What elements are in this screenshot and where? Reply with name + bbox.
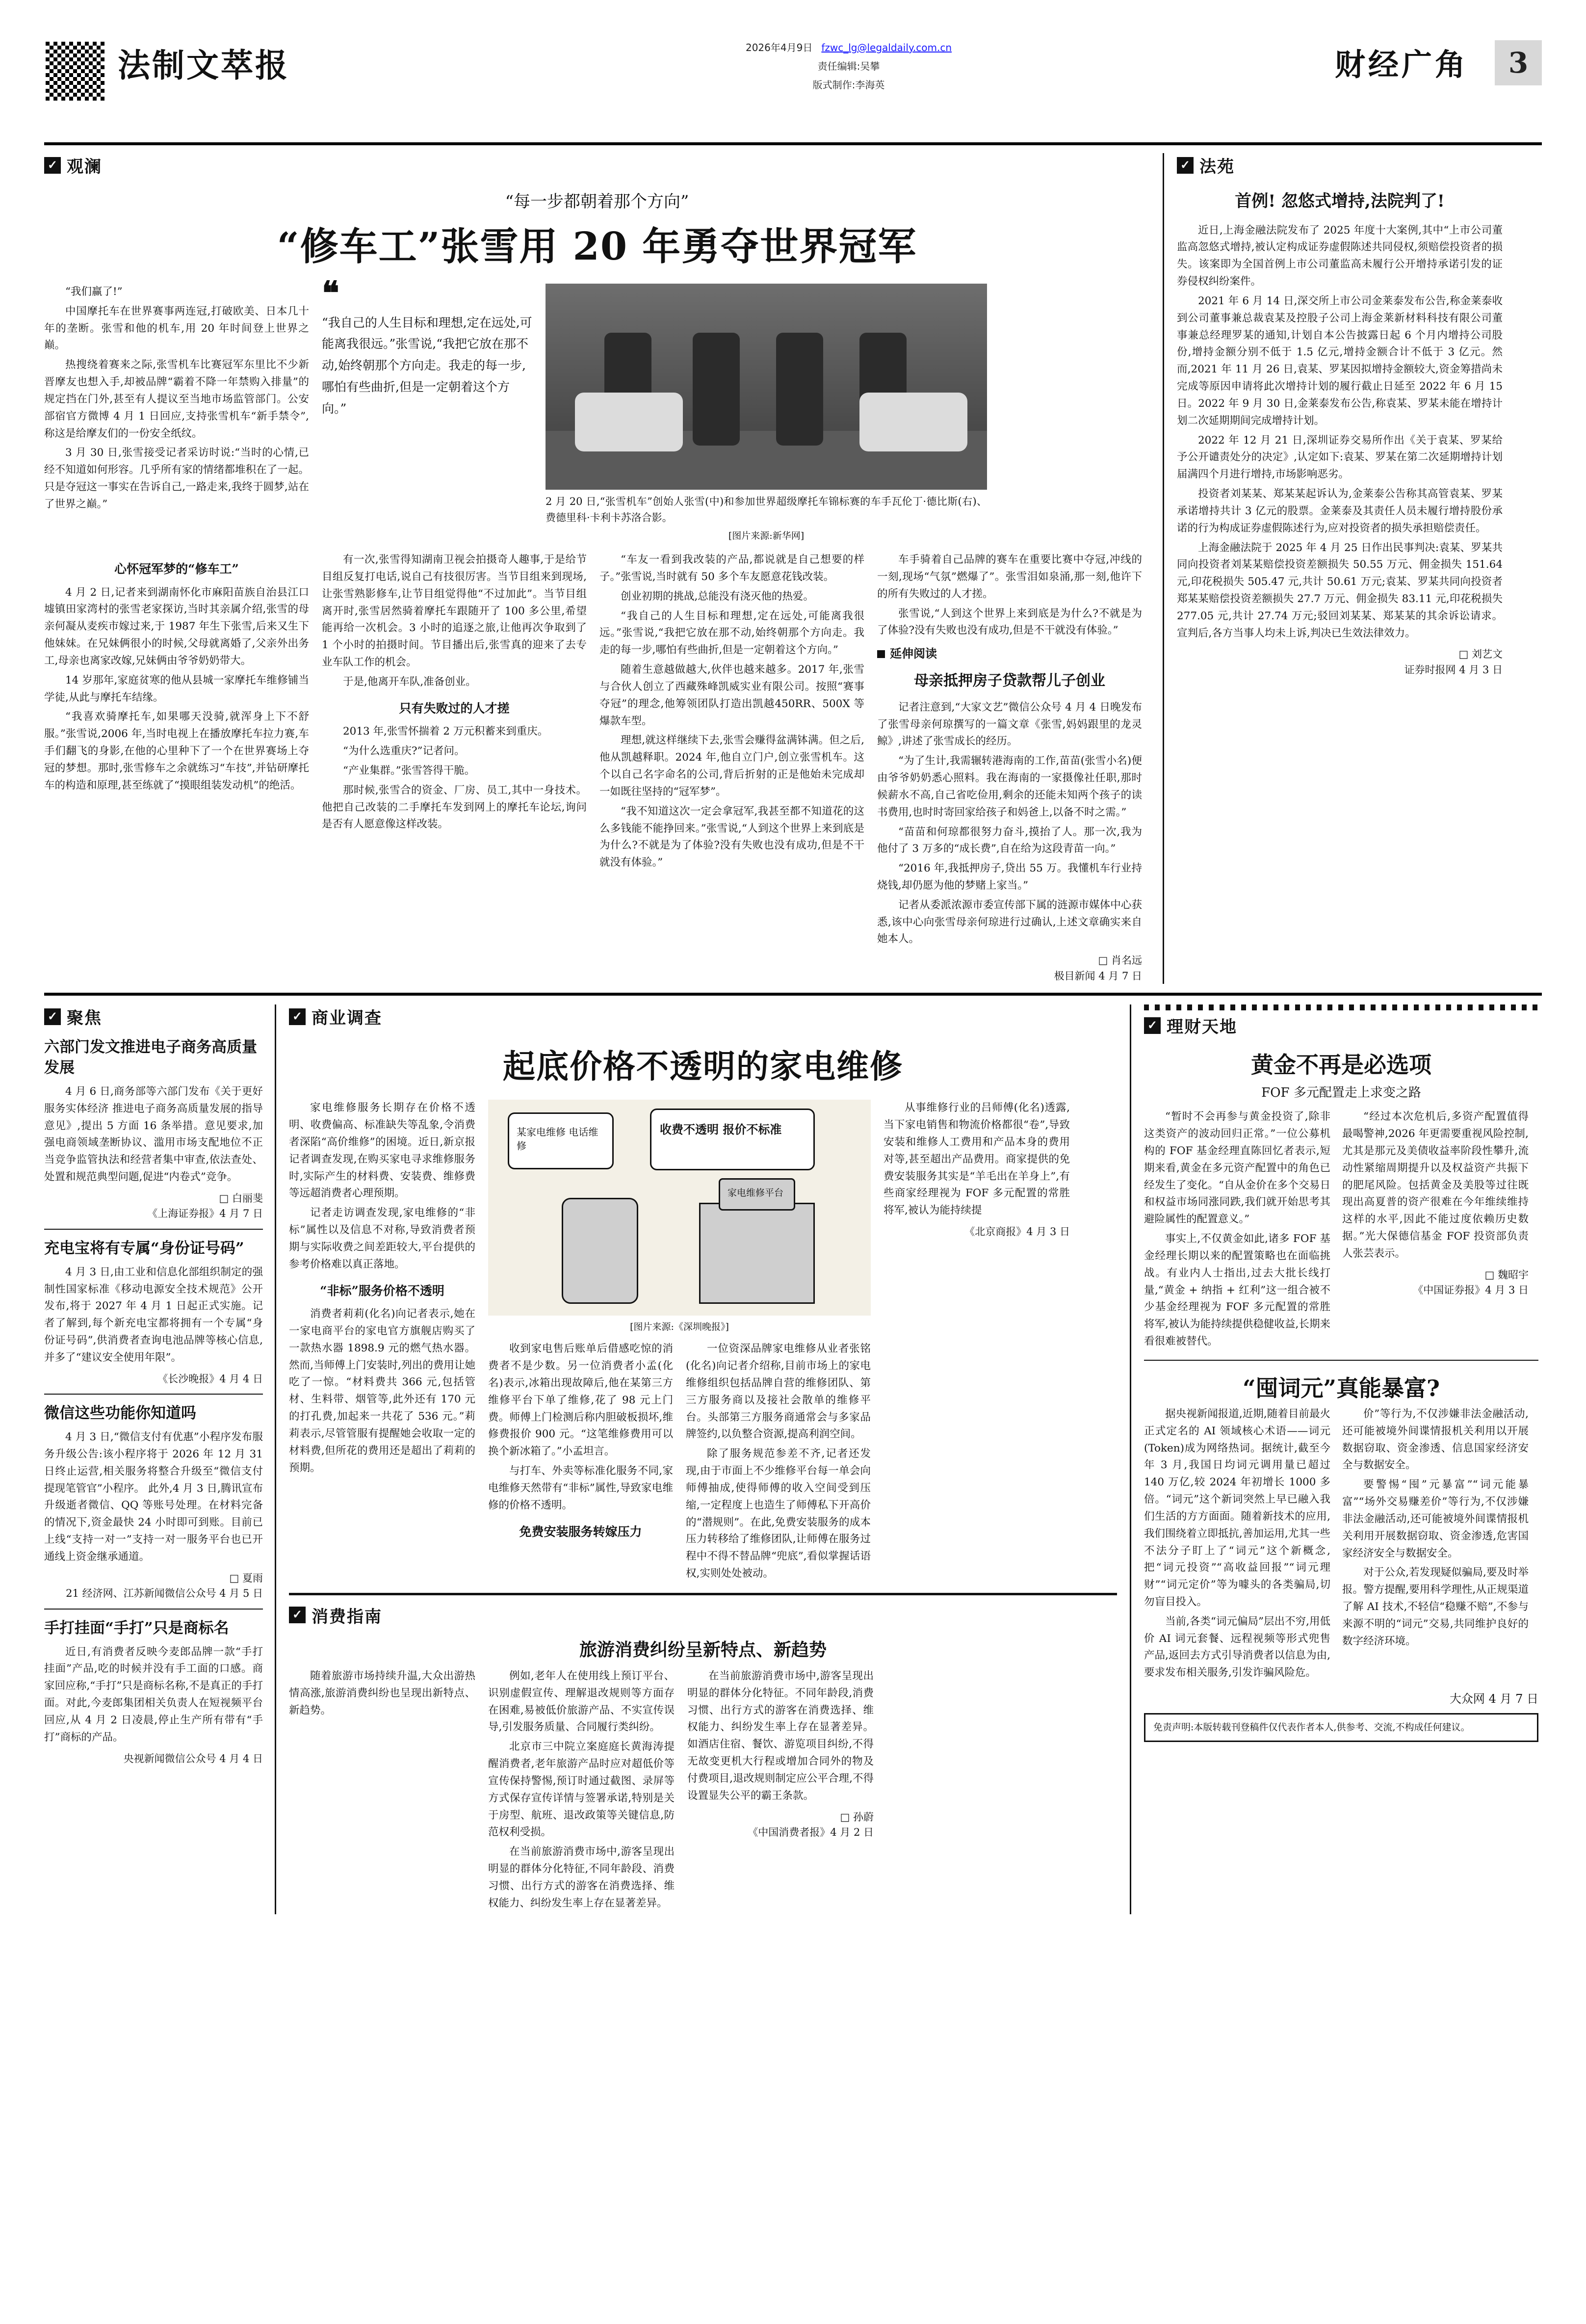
licai-item1-columns	[1144, 1109, 1538, 1353]
guanlan-col-4	[877, 552, 1142, 984]
item-title: 微信这些功能你知道吗	[44, 1404, 196, 1423]
masthead-meta	[682, 38, 1015, 94]
xiaofei-section	[289, 1603, 1117, 1915]
paragraph: 记者注意到,“大家文艺”微信公众号 4 月 4 日晚发布了张雪母亲何琼撰写的一篇文章《张雪,妈妈跟里的龙灵鲸》,讲述了张雪成长的经历。	[877, 701, 1142, 748]
disclaimer: 免责声明:本版转载刊登稿件仅代表作者本人,供参考、交流,不构成任何建议。	[1144, 1713, 1538, 1742]
byline-author: □ 魏昭宇	[1484, 1268, 1529, 1281]
byline-author: □ 白丽斐	[219, 1192, 263, 1204]
paragraph: 当前,各类“词元偏局”层出不穷,用低价 AI 词元套餐、远程视频等形式兜售产品,返回去方式引导消费者以信息为由,要求发布相关服务,引发诈骗风险危。	[1144, 1615, 1330, 1679]
licai-flag	[1144, 1013, 1237, 1037]
xiaofei-col-2	[488, 1668, 675, 1915]
cartoon-bubble-3: 家电维修平台	[727, 1188, 783, 1199]
paragraph: 14 岁那年,家庭贫寒的他从县城一家摩托车维修铺当学徒,从此与摩托车结缘。	[44, 674, 309, 704]
flag-mark-icon: ✓	[289, 1008, 306, 1025]
shangye-section	[276, 1004, 1130, 1914]
cartoon-illustration	[488, 1100, 871, 1316]
paragraph: 要警惕“囤”元暴富”“词元能暴富”“场外交易赚差价”等行为,不仅涉嫌非法金融活动,还可能被境外间谍情报机关利用开展数据窃取、资金渗透,危害国家经济安全与数据安全。	[1342, 1479, 1529, 1559]
byline-5	[1342, 1268, 1529, 1298]
paragraph: 事实上,不仅黄金如此,诸多 FOF 基金经理长期以来的配置策略也在面临挑战。有业内人士指出,过去大批长线打量,“黄金 + 纳指 + 红利”这一组合被不少基金经理视为 FOF 多元配置的常胜将军,被认为能持续提供稳健收益,长期来看很难被替代。	[1144, 1233, 1330, 1348]
xiaofei-col-3	[687, 1668, 874, 1915]
paragraph: 热搜绕着赛来之际,张雪机车比赛冠军东里比不少新晋摩友也想入手,却被品牌“霸着不降一年禁购入排量”的规定挡在门外,甚至有人提议至当地市场监管部门。公安部宿官方微博 4 月 1 日回应,支持张雪机车“新手禁令”,称这是给摩友们的一份安全纸纹。	[44, 359, 309, 440]
paragraph: 除了服务规范参差不齐,记者还发现,由于市面上不少维修平台每一单会向师傅抽成,使得师傅的收入空间受到压缩,一定程度上也造生了师傅私下开高价的“潜规则”。在此,免费安装服务的成本压力转移给了维修团队,让师傅在服务过程中不得不替品牌“兜底”,看似掌握话语权,实则处处被动。	[686, 1448, 871, 1580]
licai-section	[1131, 1004, 1538, 1914]
decorative-dotline	[1144, 1004, 1538, 1010]
item-title: 六部门发文推进电子商务高质量发展	[44, 1038, 257, 1077]
paragraph: 上海金融法院于 2025 年 4 月 25 日作出民事判决:袁某、罗某共同向投资者刘某某赔偿投资差额损失 50.55 万元、佣金损失 151.64 元,印花税损失 505.47 元,共计 50.61 万元;袁某、罗某共同向投资者郑某某赔偿投资差额损失 27.7 万元、佣金损失 83.11 元,印花税损失 277.05 元,共计 27.74 万元;驳回刘某某、郑某某的其余诉讼请求。宣判后,各方当事人均未上诉,判决已生效法律效力。	[1177, 541, 1503, 639]
guanlan-lead-col	[44, 284, 309, 542]
byline-3	[884, 1224, 1070, 1240]
byline-source: 证券时报网 4 月 3 日	[1404, 663, 1503, 676]
readmore-flag-label: 延伸阅读	[890, 646, 937, 661]
paragraph: 记者从委派浓源市委宣传部下属的涟源市媒体中心获悉,该中心向张雪母亲何琼进行过确认,上述文章确实来自她本人。	[877, 898, 1142, 946]
byline-source: 央视新闻微信公众号 4 月 4 日	[123, 1752, 263, 1765]
paragraph: 那时候,张雪合的资金、厂房、员工,其中一身技术。他把自己改装的二手摩托车发到网上的摩托车论坛,询问是否有人愿意像这样改装。	[322, 784, 587, 831]
section-title: 财经广角	[1334, 47, 1468, 82]
byline-author: □ 孙蔚	[840, 1811, 874, 1823]
masthead	[44, 29, 1542, 145]
paragraph: 投资者刘某某、郑某某起诉认为,金莱泰公告称其高管袁某、罗某承诺增持共计 3 亿元的股票。金莱泰及其责任人员未履行增持股份承诺的行为构成证券虚假陈述行为,应对投资者的损失承担赔偿责任。	[1177, 488, 1503, 534]
readmore-title: 母亲抵押房子贷款帮儿子创业	[914, 672, 1105, 690]
page-number: 3	[1495, 40, 1542, 85]
byline-1	[877, 953, 1142, 984]
paragraph: 随着生意越做越大,伙伴也越来越多。2017 年,张雪与合伙人创立了西藏殊峰凯威实业有限公司。按照“赛事夺冠”的理念,他筹领团队打造出凯越450RR、500X 等爆款车型。	[599, 663, 864, 727]
paragraph: 消费者莉莉(化名)向记者表示,她在一家电商平台的家电官方旗舰店购买了一款热水器 1898.9 元的燃气热水器。然而,当师傅上门安装时,列出的费用让她吃了一惊。“材料费共 366 元,包括管材、生料带、烟管等,此外还有 170 元的打孔费,加起来一共花了 536 元。”莉莉表示,尽管管服有提醒她会收取一定的材料费,但所花的费用还是超出了莉莉的预期。	[289, 1308, 475, 1474]
paragraph: 在当前旅游消费市场中,游客呈现出明显的群体分化特征,不同年龄段、消费习惯、出行方式的游客在消费选择、维权能力、纠纷发生率上存在显著差异。	[488, 1846, 675, 1909]
licai-item1-title: 黄金不再是必选项	[1251, 1052, 1431, 1079]
flag-mark-icon: ✓	[289, 1607, 306, 1623]
byline-source: 极目新闻 4 月 7 日	[1054, 970, 1142, 982]
byline-author: □ 夏雨	[229, 1572, 263, 1584]
guanlan-flag	[44, 153, 102, 177]
guanlan-headline: “修车工”张雪用 20 年勇夺世界冠军	[277, 224, 917, 269]
readmore-flag	[877, 644, 1142, 663]
xiaofei-headline: 旅游消费纠纷呈新特点、新趋势	[579, 1639, 827, 1660]
pull-quote	[322, 274, 533, 542]
shangye-col-4	[884, 1100, 1070, 1585]
licai-item1-sub: FOF 多元配置走上求变之路	[1261, 1085, 1421, 1101]
paragraph: 有一次,张雪得知湖南卫视会拍摄奇人趣事,于是给节目组反复打电话,说自己有技很厉害。当节目组来到现场,让张雪熟影修车,让节目组觉得他“不过加此”。当节目组离开时,张雪居然骑着摩托车跟随开了 100 多公里,希望能再给一次机会。3 小时的追逐之旅,让他再次争取到了 1 个小时的拍摄时间。节目播出后,张雪真的迎来了去专业车队工作的机会。	[322, 554, 587, 669]
xiaofei-col-1	[289, 1668, 475, 1915]
fayuan-section	[1164, 153, 1503, 984]
paragraph: “我喜欢骑摩托车,如果哪天没骑,就浑身上下不舒服。”张雪说,2006 年,当时电视上在播放摩托车拉力赛,车手们翻飞的身影,在他的心里种下了一个在世界赛场上夺冠的梦想。那时,张雪修车之余就练习“车技”,并钻研摩托车的构造和原理,甚至练就了“摸眼组装发动机”的绝活。	[44, 711, 309, 792]
paragraph: “暂时不会再参与黄金投资了,除非这类资产的波动回归正常。”一位公募机构的 FOF 基金经理直陈回忆者表示,短期来看,黄金在多元资产配置中的角色已经发生了变化。“自从金价在多个交易日和权益市场同涨同跌,我们就开始思考其避险属性的配置意义。”	[1144, 1110, 1330, 1226]
paragraph: 例如,老年人在使用线上预订平台、识别虚假宣传、理解退改规则等方面存在困难,易被低价旅游产品、不实宣传误导,引发服务质量、合同履行类纠纷。	[488, 1669, 675, 1734]
licai-item2-col-2	[1342, 1406, 1529, 1684]
qr-code-icon[interactable]	[44, 40, 106, 102]
paragraph: “我不知道这次一定会拿冠军,我甚至都不知道花的这么多钱能不能挣回来。”张雪说,“人到这个世界上来到底是为什么?不就是为了体验?没有失败也没有成功,但是不干就没有体验。”	[599, 805, 864, 869]
contact-email[interactable]: fzwc_lg@legaldaily.com.cn	[821, 42, 952, 53]
shangye-col-2	[488, 1341, 673, 1585]
photo-source: [图片来源:新华网]	[728, 530, 805, 542]
xiaofei-columns	[289, 1668, 1117, 1915]
paragraph: 3 月 30 日,张雪接受记者采访时说:“当时的心情,已经不知道如何形容。几乎所有家的情绪都堆积在了一起。只是夺冠这一事实在告诉自己,一路走来,我终于圆梦,站在了世界之巅。”	[44, 447, 309, 510]
paragraph: “为了生计,我需辗转港海南的工作,苗苗(张雪小名)便由爷爷奶奶悉心照料。我在海南的一家摄像社任职,那时候薪水不高,自己省吃俭用,剩余的还能未知两个孩子的读书费用,也时时寄回家给孩子和妈爸上,以备不时之需。”	[877, 755, 1142, 819]
paragraph: 近日,上海金融法院发布了 2025 年度十大案例,其中“上市公司董监高忽悠式增持,被认定构成证券虚假陈述共同侵权,须赔偿投资者的损失。该案即为全国首例上市公司董监高未履行公开增持承诺引发的证券侵权纠纷案件。	[1177, 224, 1503, 288]
paragraph: “我们赢了!”	[65, 286, 123, 298]
jujiao-item-2	[44, 1239, 263, 1387]
byline-source: 《中国消费者报》4 月 2 日	[748, 1826, 874, 1839]
guanlan-section	[44, 153, 1163, 984]
byline-source: 《上海证券报》4 月 7 日	[147, 1208, 263, 1220]
paragraph: “2016 年,我抵押房子,贷出 55 万。我懂机车行业持烧钱,却仍愿为他的梦赌上家当。”	[877, 862, 1142, 892]
item-title: 充电宝将有专属“身份证号码”	[44, 1239, 244, 1257]
paragraph: 车手骑着自己品牌的赛车在重要比赛中夺冠,冲线的一刻,现场“气氛”燃爆了”。张雪泪如泉涌,那一刻,他许下的所有失败过的人才搓。	[877, 554, 1142, 600]
fayuan-flag-label: 法苑	[1199, 157, 1235, 177]
quote-mark-icon: ❝	[322, 274, 339, 312]
paragraph: 2022 年 12 月 21 日,深圳证券交易所作出《关于袁某、罗某给予公开谴责处分的决定》,认定如下:袁某、罗某在第二次延期增持计划届满四个月进行增持,市场影响恶劣。	[1177, 434, 1503, 481]
byline-source: 《北京商报》4 月 3 日	[964, 1226, 1070, 1238]
guanlan-col-1	[44, 552, 309, 984]
layout-credit: 版式制作:李海英	[812, 79, 885, 91]
xiaofei-flag	[289, 1603, 382, 1627]
licai-item2-col-1	[1144, 1406, 1330, 1684]
paragraph: 张雪说,“人到这个世界上来到底是为什么?不就是为了体验?没有失败也没有成功,但是不干就没有体验。”	[877, 607, 1142, 637]
paragraph: 4 月 3 日,由工业和信息化部组织制定的强制性国家标准《移动电源安全技术规范》公开发布,将于 2027 年 4 月 1 日起正式实施。记者了解到,每个新充电宝都将拥有一个专属“身份证号码”,供消费者查询电池品牌等核心信息,并多了“建议安全使用年限”。	[44, 1266, 263, 1364]
paragraph: “产业集群。”张雪答得干脆。	[343, 764, 475, 777]
shangye-columns	[289, 1100, 1117, 1585]
shangye-flag	[289, 1004, 382, 1029]
bottom-region	[44, 1004, 1542, 1914]
xiaofei-flag-label: 消费指南	[312, 1607, 382, 1627]
byline-author: □ 刘艺文	[1458, 648, 1503, 660]
race-photo	[546, 284, 987, 490]
licai-item1-col-1	[1144, 1109, 1330, 1353]
newspaper-page	[0, 29, 1586, 2324]
paragraph: 家电维修服务长期存在价格不透明、收费偏高、标准缺失等乱象,令消费者深陷“高价维修”的困境。近日,新京报记者调查发现,在购买家电寻求维修服务时,实际产生的材料费、安装费、维修费等远超消费者心理预期。	[289, 1102, 475, 1200]
paragraph: 4 月 2 日,记者来到湖南怀化市麻阳苗族自治县江口墟镇田家湾村的张雪老家探访,当时其亲属介绍,张雪的母亲何凝从麦疾市嫁过来,于 1987 年生下张雪,后来又生下他妹妹。在兄妹俩很小的时候,父母就离婚了,父亲外出务工,母亲也离家改嫁,兄妹俩由爷爷奶奶带大。	[44, 586, 309, 667]
byline-4	[687, 1810, 874, 1841]
paragraph: 一位资深品牌家电维修从业者张铭(化名)向记者介绍称,目前市场上的家电维修组织包括品牌自营的维修团队、第三方服务商以及接社会散单的维修平台。头部第三方服务商通常会与多家品牌签约,以负整合资源,提高利润空间。	[686, 1343, 871, 1441]
jujiao-flag	[44, 1004, 102, 1029]
paragraph: 理想,就这样继续下去,张雪会赚得盆满钵满。但之后,他从凯越释职。2024 年,他自立门户,创立张雪机车。这个以自己名字命名的公司,背后折射的正是他始未完成却一如既往坚持的“冠军梦”。	[599, 734, 864, 798]
guanlan-columns	[44, 552, 1150, 984]
photo-caption: 2 月 20 日,“张雪机车”创始人张雪(中)和参加世界超级摩托车锦标赛的车手瓦伦丁·德比斯(右)、费德里科·卡利卡苏洛合影。	[546, 496, 987, 524]
fayuan-body	[1177, 222, 1503, 642]
shangye-col-3	[686, 1341, 871, 1585]
paragraph: 对于公众,若发现疑似骗局,要及时举报。警方提醒,要用科学理性,从正规渠道了解 AI 技术,不轻信“稳赚不赔”,不参与来源不明的“词元”交易,共同维护良好的数字经济环境。	[1342, 1566, 1529, 1647]
square-bullet-icon	[877, 650, 885, 658]
byline-author: □ 肖名远	[1098, 954, 1142, 967]
paragraph: “车友一看到我改装的产品,都说就是自己想要的样子。”张雪说,当时就有 50 多个车友愿意花钱改装。	[599, 554, 864, 583]
licai-item1-col-2	[1342, 1109, 1529, 1353]
cartoon-bubble-2: 收费不透明 报价不标准	[660, 1122, 782, 1137]
guanlan-col-2	[322, 552, 587, 984]
shangye-subhead-2: 免费安装服务转嫁压力	[519, 1524, 642, 1539]
pull-quote-text: “我自己的人生目标和理想,定在远处,可能离我很远。”张雪说,“我把它放在那不动,始终朝那个方向走。我走的每一步,哪怕有些曲折,但是一定朝着这个方向。”	[322, 315, 532, 416]
shangye-flag-label: 商业调查	[312, 1008, 382, 1029]
paragraph: “经过本次危机后,多资产配置值得最喝警神,2026 年更需要重视风险控制,尤其是那元及美债收益率阶段性攀升,流动性紧缩周期提升以及权益资产共振下的肥尾风险。包括黄金及美股等过往既现出高夏普的资产很难在今年维续维持这样的水平,因此不能过度依赖历史数据。”光大保德信基金 FOF 投资部负责人张芸表示。	[1342, 1110, 1529, 1260]
paragraph: 于是,他离开车队,准备创业。	[343, 675, 476, 688]
paragraph: 收到家电售后账单后借感吃惊的消费者不是少数。另一位消费者小孟(化名)表示,冰箱出现故障后,他在某第三方维修平台下单了维修,花了 98 元上门费。师傅上门检测后称内胆破板损坏,维修费报价 900 元。“这笔维修费用可以换个新冰箱了。”小孟坦言。	[488, 1343, 673, 1458]
guanlan-kicker: “每一步都朝着那个方向”	[505, 192, 689, 211]
paragraph: 价”等行为,不仅涉嫌非法金融活动,还可能被境外间谍情报机关利用以开展数据窃取、资金渗透、信息国家经济安全与数据安全。	[1342, 1407, 1529, 1472]
flag-mark-icon: ✓	[44, 157, 61, 174]
flag-mark-icon: ✓	[1144, 1017, 1161, 1034]
fayuan-headline: 首例! 忽悠式增持,法院判了!	[1235, 191, 1445, 211]
jujiao-item-3	[44, 1403, 263, 1601]
shangye-headline: 起底价格不透明的家电维修	[503, 1047, 903, 1086]
licai-item2-title: “囤词元”真能暴富?	[1243, 1374, 1440, 1401]
licai-flag-label: 理财天地	[1167, 1017, 1237, 1037]
licai-item2-columns	[1144, 1406, 1538, 1684]
jujiao-section	[44, 1004, 275, 1914]
paragraph: 4 月 3 日,“微信支付有优惠”小程序发布服务升级公告:该小程序将于 2026 年 12 月 31 日终止运营,相关服务将整合升级至“微信支付提现笔管官”小程序。 此外,4 月 3 日,腾讯宣布升级逝者微信、QQ 等账号处理。在材料完备的情况下,资金最快 24 小时即可到账。目前已上线“支持一对一”支持一对一服务平台也已开通线上资金继承通道。	[44, 1431, 263, 1563]
jujiao-item-4	[44, 1618, 263, 1767]
top-region	[44, 153, 1542, 984]
section-divider	[44, 993, 1542, 996]
byline-source: 《长沙晚报》4 月 4 日	[157, 1373, 263, 1385]
shangye-cartoon-col	[488, 1100, 871, 1585]
jujiao-item-1	[44, 1037, 263, 1222]
jujiao-flag-label: 聚焦	[67, 1008, 102, 1029]
shangye-subhead-1: “非标”服务价格不透明	[320, 1283, 444, 1298]
paragraph: 4 月 6 日,商务部等六部门发布《关于更好服务实体经济 推进电子商务高质量发展的指导意见》,提出 5 方面 16 条举措。意见要求,加强电商领域垄断协议、滥用市场支配地位不正当竞争监管执法和经营者集中审查,依法查处、处置和规范典型问题,促进“内卷式”竞争。	[44, 1085, 263, 1184]
paragraph: 创业初期的挑战,总能没有浇灭他的热爱。	[621, 590, 814, 603]
readmore-block	[877, 644, 1142, 693]
paragraph: 在当前旅游消费市场中,游客呈现出明显的群体分化特征。不同年龄段,消费习惯、出行方式的游客在消费选择、维权能力、纠纷发生率上存在显著差异。如酒店住宿、餐饮、游览项目纠纷,不得无故变更机大行程或增加合同外的物及付费项目,退改规则制定应公平合理,不得设置显失公平的霸王条款。	[687, 1669, 874, 1802]
paragraph: “苗苗和何琼都很努力奋斗,摸抬了人。那一次,我为他付了 3 万多的“成长费”,自在给为这段青苗一向。”	[877, 825, 1142, 855]
paragraph: 随着旅游市场持续升温,大众出游热情高涨,旅游消费纠纷也呈现出新特点、新趋势。	[289, 1669, 475, 1717]
shangye-col-1	[289, 1100, 475, 1585]
item-title: 手打挂面“手打”只是商标名	[44, 1619, 229, 1637]
publish-date: 2026年4月9日	[745, 42, 813, 53]
flag-mark-icon: ✓	[1177, 157, 1194, 174]
cartoon-bubble-1: 某家电维修 电话维修	[517, 1126, 598, 1152]
paragraph: 记者走访调查发现,家电维修的“非标”属性以及信息不对称,导致消费者预期与实际收费之间差距较大,平台提供的参考价格难以真正落地。	[289, 1207, 475, 1270]
paragraph: 近日,有消费者反映今麦郎品牌一款“手打挂面”产品,吃的时候并没有手工面的口感。商家回应称,“手打”只是商标名称,不是真正的手打面。对此,今麦郎集团相关负责人在短视频平台回应,从 4 月 2 日凌晨,停止生产所有带有“手打”商标的产品。	[44, 1645, 263, 1743]
paragraph: 北京市三中院立案庭庭长黄海涛提醒消费者,老年旅游产品时应对超低价等宣传保持警惕,预订时通过截图、录屏等方式保存宣传详情与签署承诺,特别是关于房型、航班、退改政策等关键信息,防范权利受损。	[488, 1741, 675, 1839]
paragraph: 与打车、外卖等标准化服务不同,家电维修天然带有“非标”属性,导致家电维修的价格不透明。	[488, 1465, 673, 1511]
licai-item2-source: 大众网 4 月 7 日	[1449, 1692, 1538, 1706]
cartoon-caption: [图片来源:《深圳晚报》]	[630, 1321, 729, 1333]
guanlan-lead-grid	[44, 274, 1150, 542]
guanlan-subhead-1: 心怀冠军梦的“修车工”	[114, 562, 239, 577]
guanlan-subhead-2: 只有失败过的人才搓	[399, 701, 510, 715]
paragraph: 2021 年 6 月 14 日,深交所上市公司金莱泰发布公告,称金莱泰收到公司董事兼总裁袁某及控股子公司上海金莱新材料科技有限公司董事兼总经理罗某的通知,计划自本公告披露日起 6 个月内增持公司股份,增持金额分别不低于 1.5 亿元,增持金额合计不低于 3 亿元。然而,2021 年 11 月 26 日,袁某、罗某因拟增持金额较大,资金筹措尚未完成等原因申请将此次增持计划的履行截止日延至 2022 年 6 月 15 日。2022 年 9 月 30 日,金莱泰发布公告,称袁某、罗某未能在增持计划二次延期期间完成增持计划。	[1177, 294, 1503, 427]
guanlan-photo-block	[546, 284, 987, 542]
paragraph: 据央视新闻报道,近期,随着目前最火正式定名的 AI 领域核心术语——词元(Token)成为网络热词。据统计,截至今年 3 月,我国日均词元调用量已超过 140 万亿,较 2024 年初增长 1000 多倍。“词元”这个新词突然上早已融入我们生活的方方面面。随着新技术的应用,我们围绕着立即抵抗,善加运用,尤其一些不法分子盯上了“词元”这个新概念,把“词元投资”“高收益回报”“词元理财”“词元定价”等为噱头的各类骗局,切勿盲目投入。	[1144, 1407, 1330, 1608]
editor-credit: 责任编辑:吴攀	[817, 60, 880, 72]
flag-mark-icon: ✓	[44, 1008, 61, 1025]
paper-title: 法制文萃报	[118, 46, 289, 84]
guanlan-col-3	[599, 552, 864, 984]
byline-source: 《中国证券报》4 月 3 日	[1413, 1284, 1529, 1296]
paragraph: “我自己的人生目标和理想,定在远处,可能离我很远。”张雪说,“我把它放在那不动,始终朝那个方向走。我走的每一步,哪怕有些曲折,但是一定朝着这个方向。”	[599, 609, 864, 657]
paragraph: 从事维修行业的吕师傅(化名)透露,当下家电销售和物流价格都很“卷”,导致安装和维修人工费用和产品本身的费用对等,甚至超出产品费用。商家提供的免费安装服务其实是“羊毛出在羊身上”,有些商家经理视为 FOF 多元配置的常胜将军,被认为能持续提	[884, 1102, 1070, 1217]
paragraph: 中国摩托车在世界赛事两连冠,打破欧美、日本几十年的垄断。张雪和他的机车,用 20 年时间登上世界之巅。	[44, 305, 309, 352]
guanlan-flag-label: 观澜	[67, 157, 102, 177]
byline-source: 21 经济网、江苏新闻微信公众号 4 月 5 日	[66, 1587, 263, 1600]
byline-2	[1177, 647, 1503, 678]
xiaofei-col-4	[886, 1668, 1073, 1915]
paragraph: “为什么选重庆?”记者问。	[343, 745, 465, 758]
fayuan-flag	[1177, 153, 1235, 177]
paragraph: 2013 年,张雪怀揣着 2 万元积蓄来到重庆。	[343, 725, 548, 738]
